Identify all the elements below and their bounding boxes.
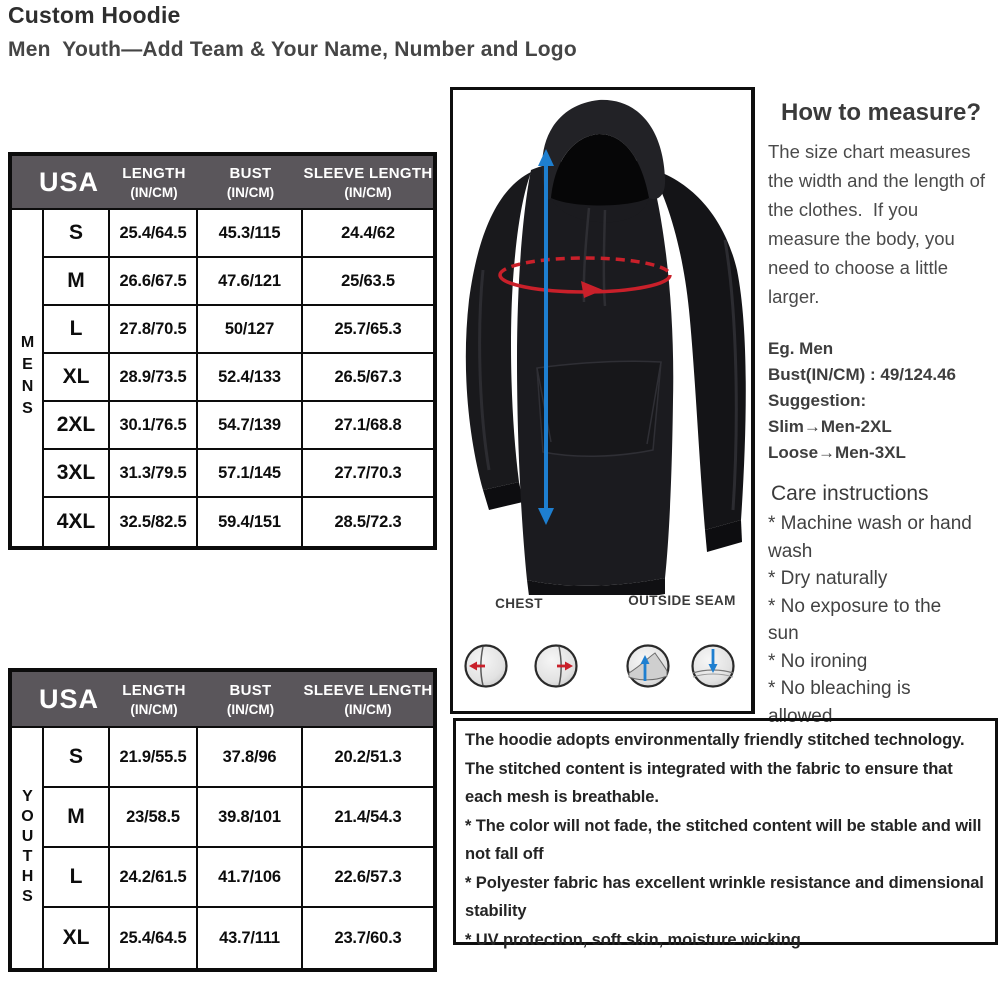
- page-title: Custom Hoodie: [8, 2, 181, 28]
- sleeve-cell: 27.1/68.8: [303, 402, 433, 450]
- bust-cell: 52.4/133: [198, 354, 303, 402]
- sleeve-cell: 28.5/72.3: [303, 498, 433, 546]
- youths-size-table: [8, 668, 437, 972]
- size-cell: S: [44, 210, 110, 258]
- bust-cell: 39.8/101: [198, 788, 303, 848]
- header-sleeve-label: SLEEVE LENGTH: [303, 164, 433, 182]
- care-instructions-list: [768, 510, 975, 730]
- mens-size-table: [8, 152, 437, 550]
- description-paragraph: * UV protection, soft skin, moisture wicking: [465, 930, 801, 949]
- how-to-measure-body: The size chart measures the width and the length of the clothes. If you measure the body, you need to choose a little larger.: [768, 141, 991, 307]
- bust-cell: 45.3/115: [198, 210, 303, 258]
- length-cell: 24.2/61.5: [110, 848, 198, 908]
- header-usa: USA: [12, 156, 110, 210]
- header-bust-label: BUST: [229, 681, 272, 699]
- length-cell: 25.4/64.5: [110, 210, 198, 258]
- size-cell: 4XL: [44, 498, 110, 546]
- mens-group-label: MENS: [12, 210, 44, 546]
- header-sleeve-unit: (IN/CM): [344, 701, 392, 717]
- outside-seam-down-icon: [690, 643, 736, 689]
- sleeve-cell: 21.4/54.3: [303, 788, 433, 848]
- sleeve-cell: 25/63.5: [303, 258, 433, 306]
- youths-group-label: YOUTHS: [12, 728, 44, 968]
- length-cell: 26.6/67.5: [110, 258, 198, 306]
- sleeve-cell: 24.4/62: [303, 210, 433, 258]
- description-paragraph: The hoodie adopts environmentally friendly stitched technology. The stitched content is integrated with the fabric to ensure that each mesh is breathable.: [465, 731, 965, 806]
- bust-cell: 59.4/151: [198, 498, 303, 546]
- header-sleeve: [303, 672, 433, 728]
- length-cell: 21.9/55.5: [110, 728, 198, 788]
- header-usa: USA: [12, 672, 110, 728]
- example-line: Loose→Men-3XL: [768, 443, 906, 462]
- header-bust-label: BUST: [229, 164, 272, 182]
- care-item: * Machine wash or hand wash: [768, 513, 972, 562]
- length-cell: 30.1/76.5: [110, 402, 198, 450]
- care-item: * No exposure to the sun: [768, 595, 942, 644]
- header-length-unit: (IN/CM): [130, 184, 178, 200]
- bust-cell: 41.7/106: [198, 848, 303, 908]
- chest-measure-right-icon: [533, 643, 579, 689]
- care-instructions-heading: Care instructions: [771, 482, 929, 505]
- header-length: [110, 156, 198, 210]
- how-to-measure-panel: [757, 87, 1000, 727]
- care-item: * No bleaching is allowed: [768, 678, 911, 727]
- length-cell: 31.3/79.5: [110, 450, 198, 498]
- how-to-measure-heading: How to measure?: [781, 99, 982, 126]
- header-length: [110, 672, 198, 728]
- description-paragraph: * Polyester fabric has excellent wrinkle resistance and dimensional stability: [465, 873, 984, 920]
- length-cell: 23/58.5: [110, 788, 198, 848]
- size-cell: M: [44, 788, 110, 848]
- chest-label: CHEST: [495, 596, 543, 611]
- header-sleeve-unit: (IN/CM): [344, 184, 392, 200]
- bust-cell: 47.6/121: [198, 258, 303, 306]
- sleeve-cell: 26.5/67.3: [303, 354, 433, 402]
- sleeve-cell: 22.6/57.3: [303, 848, 433, 908]
- length-cell: 32.5/82.5: [110, 498, 198, 546]
- example-line: Eg. Men: [768, 339, 834, 358]
- bust-cell: 43.7/111: [198, 908, 303, 968]
- header-bust-unit: (IN/CM): [226, 184, 275, 200]
- sleeve-cell: 23.7/60.3: [303, 908, 433, 968]
- bust-cell: 57.1/145: [198, 450, 303, 498]
- length-cell: 28.9/73.5: [110, 354, 198, 402]
- size-cell: 3XL: [44, 450, 110, 498]
- length-cell: 27.8/70.5: [110, 306, 198, 354]
- sleeve-cell: 20.2/51.3: [303, 728, 433, 788]
- hoodie-measure-panel: [450, 87, 755, 714]
- header-sleeve-label: SLEEVE LENGTH: [303, 681, 433, 699]
- outside-seam-label: OUTSIDE SEAM: [628, 593, 736, 608]
- bust-cell: 54.7/139: [198, 402, 303, 450]
- header-bust: [198, 672, 303, 728]
- length-cell: 25.4/64.5: [110, 908, 198, 968]
- header-length-unit: (IN/CM): [130, 701, 178, 717]
- header-bust: [198, 156, 303, 210]
- size-cell: XL: [44, 354, 110, 402]
- page-subtitle: Men Youth—Add Team & Your Name, Number and Logo: [8, 38, 577, 61]
- size-cell: L: [44, 848, 110, 908]
- size-cell: XL: [44, 908, 110, 968]
- hoodie-image: [453, 90, 752, 595]
- header-length-label: LENGTH: [122, 681, 186, 699]
- header-sleeve: [303, 156, 433, 210]
- example-line: Suggestion:: [768, 391, 867, 410]
- care-item: * No ironing: [768, 650, 868, 672]
- title-block: [8, 2, 577, 62]
- bust-cell: 37.8/96: [198, 728, 303, 788]
- chest-measure-left-icon: [463, 643, 509, 689]
- size-cell: 2XL: [44, 402, 110, 450]
- product-description-box: [453, 718, 998, 949]
- description-paragraph: * The color will not fade, the stitched content will be stable and will not fall off: [465, 816, 982, 863]
- size-cell: L: [44, 306, 110, 354]
- header-length-label: LENGTH: [122, 164, 186, 182]
- sleeve-cell: 27.7/70.3: [303, 450, 433, 498]
- care-item: * Dry naturally: [768, 568, 888, 589]
- sleeve-cell: 25.7/65.3: [303, 306, 433, 354]
- size-cell: M: [44, 258, 110, 306]
- example-line: Slim→Men-2XL: [768, 417, 892, 436]
- outside-seam-up-icon: [625, 643, 671, 689]
- bust-cell: 50/127: [198, 306, 303, 354]
- example-line: Bust(IN/CM) : 49/124.46: [768, 365, 956, 384]
- header-bust-unit: (IN/CM): [226, 701, 275, 717]
- size-cell: S: [44, 728, 110, 788]
- size-example-block: [768, 336, 1000, 466]
